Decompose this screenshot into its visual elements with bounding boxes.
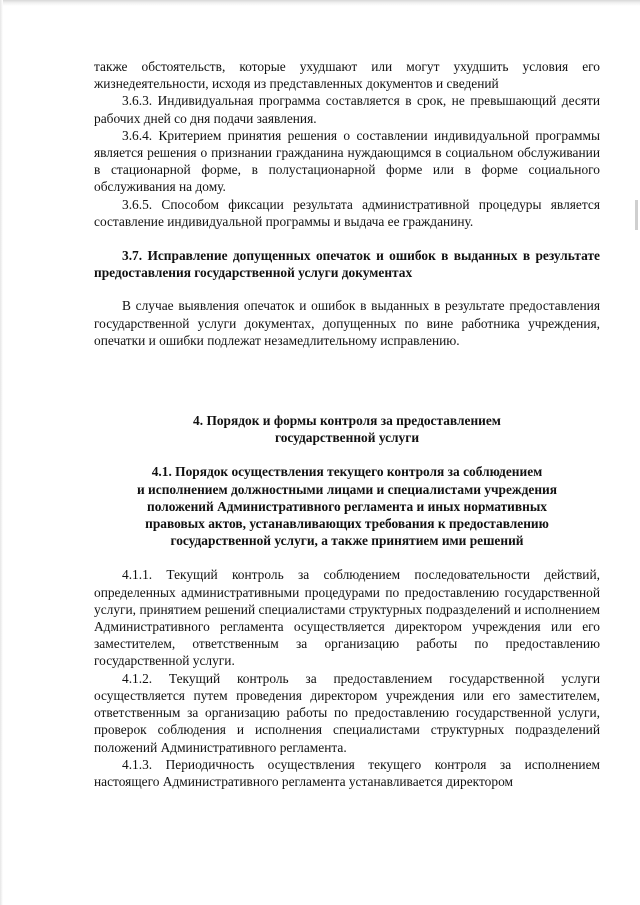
scan-edge-mark: [635, 200, 638, 230]
heading-4-line-1: 4. Порядок и формы контроля за предоставлением: [193, 413, 501, 429]
heading-4-1-line-5: государственной услуги, а также принятием ими решений: [170, 533, 524, 549]
scan-left-edge: [0, 0, 3, 905]
heading-4-1-line-1: 4.1. Порядок осуществления текущего контроля за соблюдением: [151, 464, 543, 480]
heading-section-4: [94, 412, 600, 446]
document-body: [94, 58, 600, 790]
paragraph-3-7: В случае выявления опечаток и ошибок в выданных в результате предоставления государственной услуги документах, допущенных по вине работника учреждения, опечатки и ошибки подлежат незамедлительному исправлению.: [94, 298, 600, 348]
heading-4-1: [94, 463, 600, 549]
paragraph-4-1-2: 4.1.2. Текущий контроль за предоставлением государственной услуги осуществляется путем проведения директором учреждения или его заместителем, ответственным за организацию работы по предоставлению государственной услуги, проверок соблюдения и исполнения специалистами структурных подразделений положений Административного регламента.: [94, 670, 600, 755]
heading-4-1-line-2: и исполнением должностными лицами и специалистами учреждения: [136, 481, 558, 497]
heading-4-1-line-4: правовых актов, устанавливающих требования к предоставлению: [145, 516, 549, 532]
paragraph-4-1-3: 4.1.3. Периодичность осуществления текущего контроля за исполнением настоящего Административного регламента устанавливается директором: [94, 756, 600, 789]
paragraph-3-6-4: 3.6.4. Критерием принятия решения о составлении индивидуальной программы является решения о признании гражданина нуждающимся в социальном обслуживании в стационарной форме, в полустационарной форме или в форме социального обслуживания на дому.: [94, 127, 600, 195]
heading-3-7: 3.7. Исправление допущенных опечаток и ошибок в выданных в результате предоставления государственной услуги документах: [94, 248, 600, 281]
paragraph-4-1-1: 4.1.1. Текущий контроль за соблюдением последовательности действий, определенных административными процедурами по предоставлению государственной услуги, принятием решений специалистами структурных подразделений и исполнением Административного регламента осуществляется директором учреждения или его заместителем, ответственным за организацию работы по предоставлению государственной услуги.: [94, 567, 600, 669]
heading-4-line-2: государственной услуги: [274, 430, 420, 446]
scan-top-edge: [0, 0, 640, 6]
paragraph-3-6-3: 3.6.3. Индивидуальная программа составляется в срок, не превышающий десяти рабочих дней со дня подачи заявления.: [94, 93, 600, 126]
paragraph-continuation: также обстоятельств, которые ухудшают или могут ухудшить условия его жизнедеятельности, исходя из представленных документов и сведений: [94, 59, 600, 92]
paragraph-3-6-5: 3.6.5. Способом фиксации результата административной процедуры является составление индивидуальной программы и выдача ее гражданину.: [94, 196, 600, 229]
heading-4-1-line-3: положений Административного регламента и иных нормативных: [147, 498, 547, 514]
